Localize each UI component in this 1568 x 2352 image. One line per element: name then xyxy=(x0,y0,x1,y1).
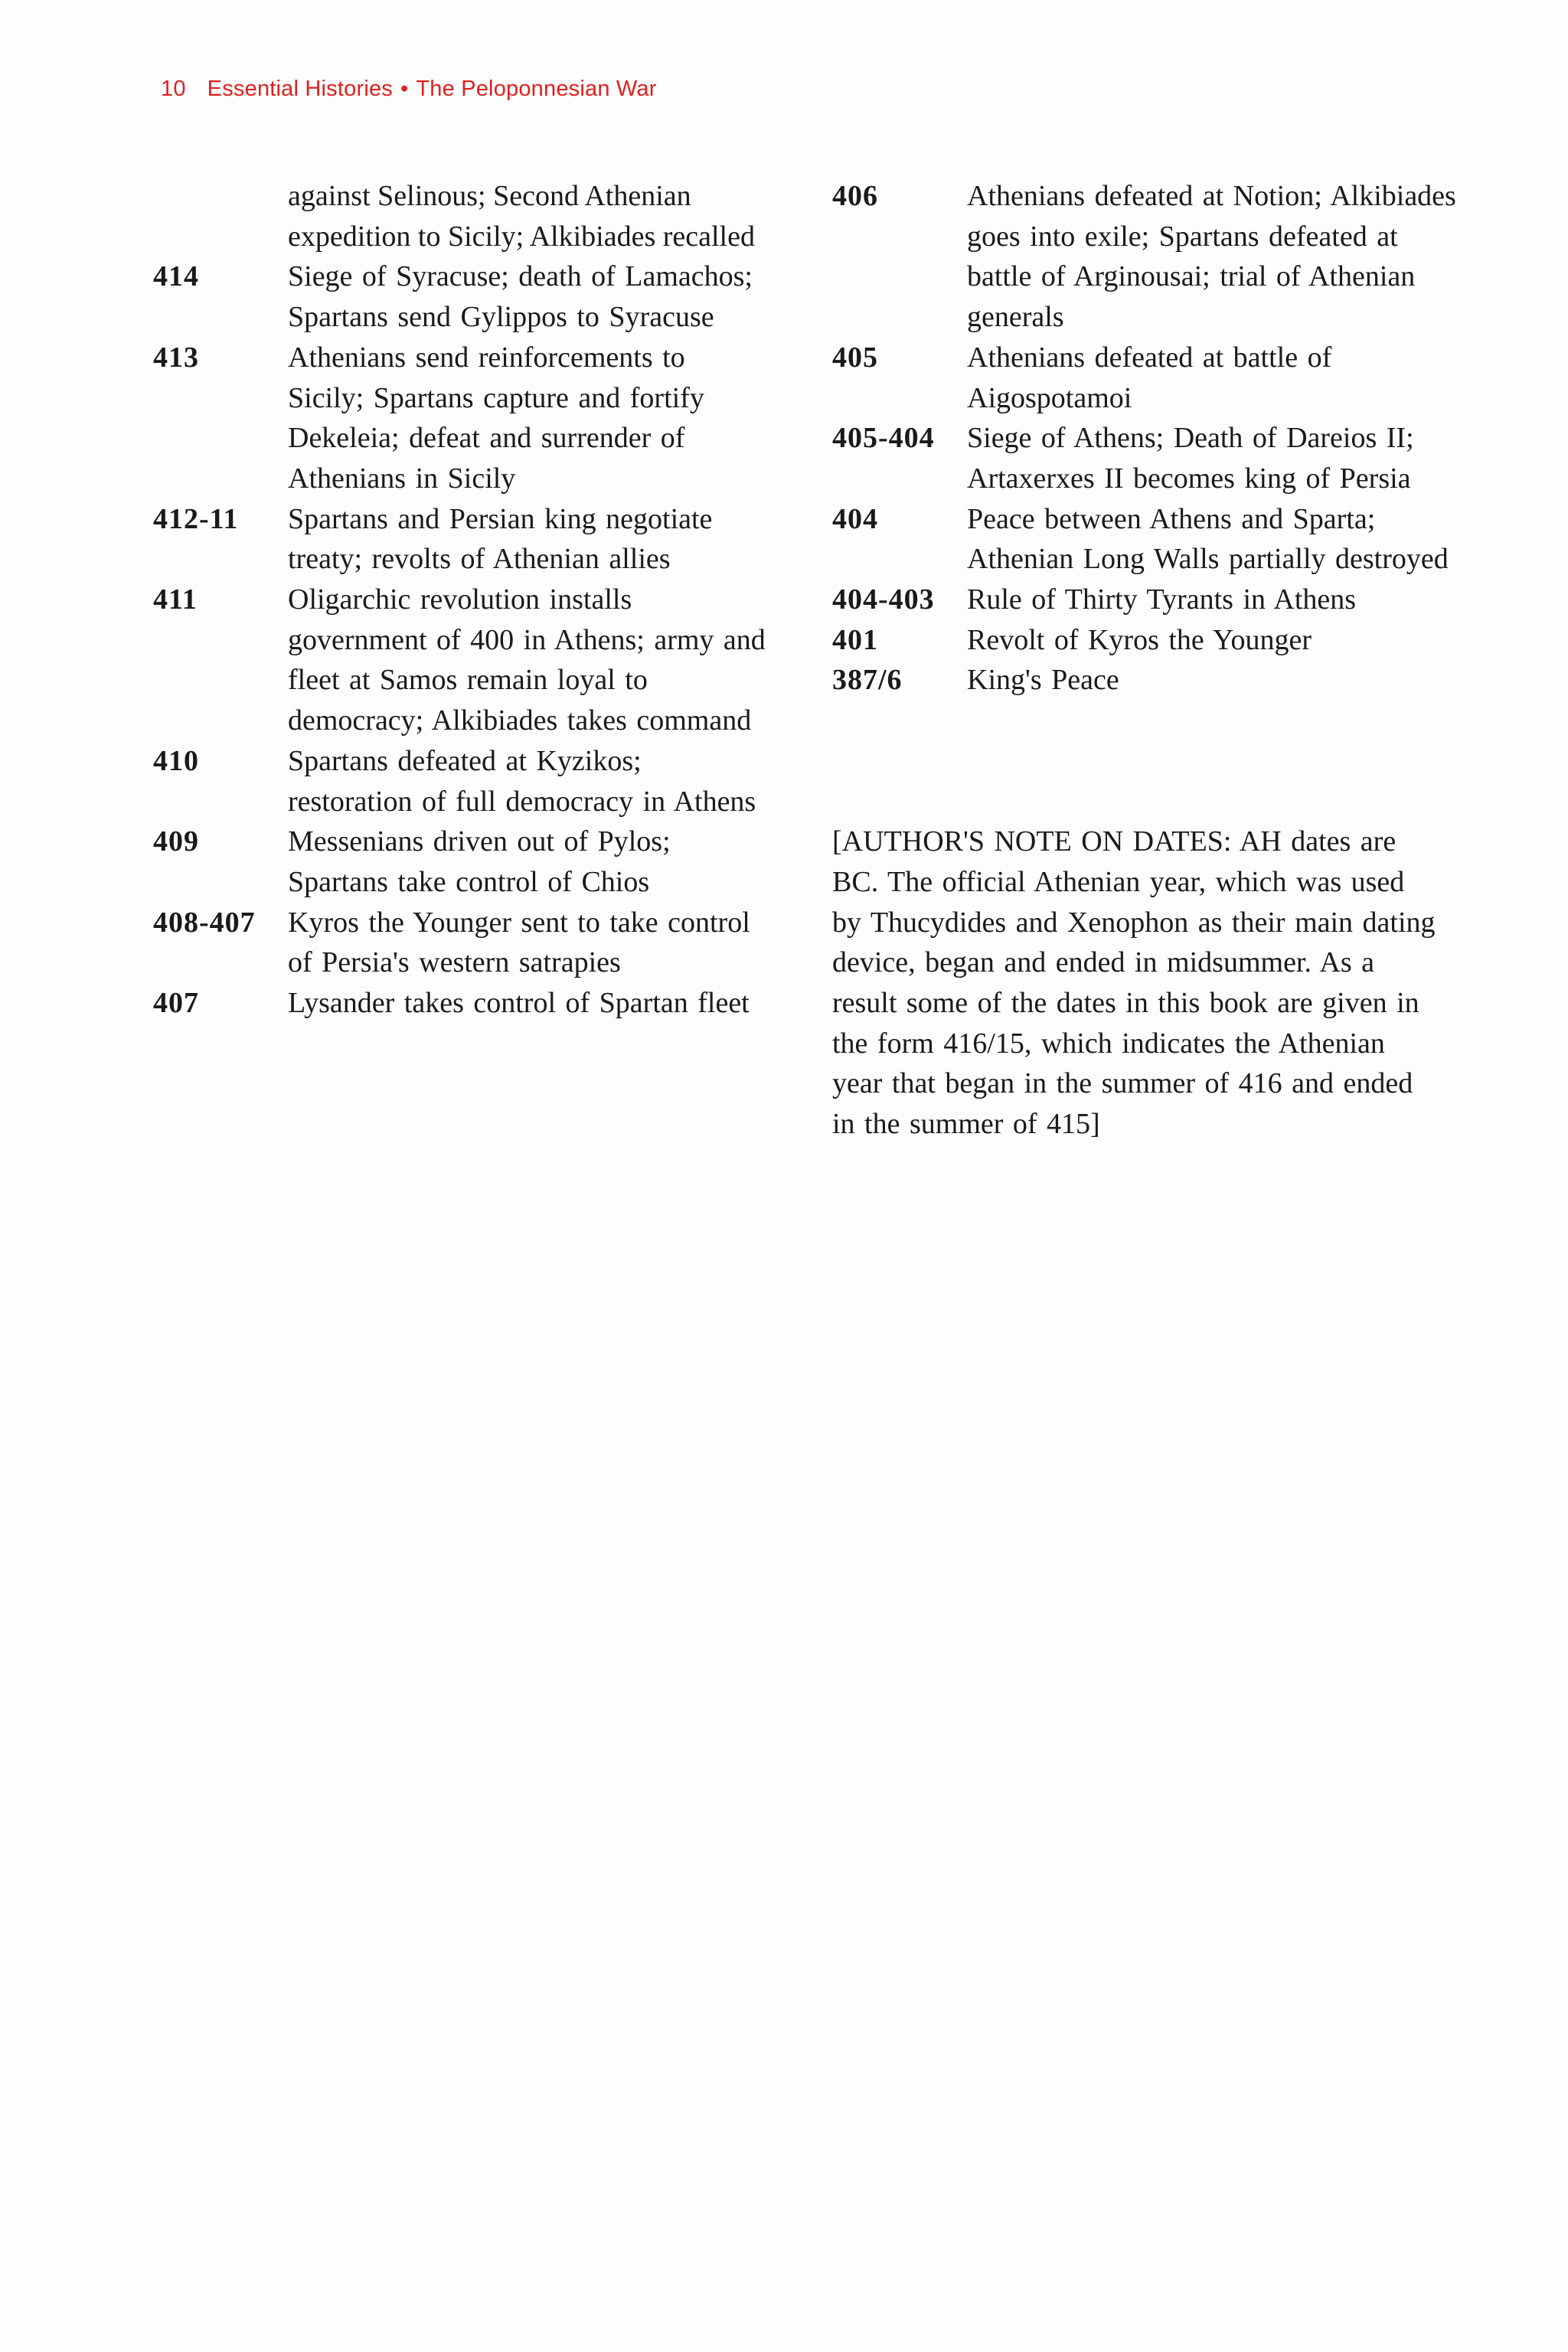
chronology-entry xyxy=(832,580,1460,620)
entry-event: Athenians send reinforcements to Sicily; Spartans capture and fortify Dekeleia; defeat and surrender of Athenians in Sicily xyxy=(288,341,704,495)
authors-note-on-dates: [AUTHOR'S NOTE ON DATES: AH dates are BC. The official Athenian year, which was used by Thucydides and Xenophon as their main dating device, began and ended in midsummer. As a result some of the dates in this book are given in the form 416/15, which indicates the Athenian year that began in the summer of 416 and ended in the summer of 415] xyxy=(832,825,1436,1141)
chronology-entry xyxy=(153,983,766,1024)
page-number: 10 xyxy=(161,77,186,101)
chronology-entry xyxy=(832,660,1460,701)
chronology-entry xyxy=(832,620,1460,661)
header-separator: • xyxy=(400,77,409,101)
entry-event: Spartans and Persian king negotiate treaty; revolts of Athenian allies xyxy=(288,502,713,576)
chronology-right-column xyxy=(832,176,1460,1145)
entry-year: 410 xyxy=(153,744,199,777)
entry-event: Rule of Thirty Tyrants in Athens xyxy=(967,583,1357,616)
entry-year: 407 xyxy=(153,987,199,1020)
chronology-entry xyxy=(153,499,766,580)
entry-year: 413 xyxy=(153,341,199,374)
chronology-entry xyxy=(153,903,766,983)
series-title: Essential Histories xyxy=(207,77,393,101)
entry-event: Oligarchic revolution installs government of 400 in Athens; army and fleet at Samos remain loyal to democracy; Alkibiades takes command xyxy=(288,583,766,737)
chronology-entry xyxy=(832,338,1460,418)
book-title: The Peloponnesian War xyxy=(416,77,657,101)
entry-event: Athenians defeated at Notion; Alkibiades goes into exile; Spartans defeated at battle of Arginousai; trial of Athenian generals xyxy=(967,180,1456,334)
entry-event: Messenians driven out of Pylos; Spartans take control of Chios xyxy=(288,825,671,898)
chronology-entry xyxy=(832,176,1460,338)
entry-year: 405 xyxy=(832,341,878,374)
entry-event: Revolt of Kyros the Younger xyxy=(967,623,1312,656)
chronology-entry xyxy=(832,418,1460,498)
entry-year: 412-11 xyxy=(153,502,239,535)
entry-event: Siege of Syracuse; death of Lamachos; Spartans send Gylippos to Syracuse xyxy=(288,260,753,334)
entry-year: 387/6 xyxy=(832,664,903,697)
entry-year: 404 xyxy=(832,502,878,535)
entry-event: Athenians defeated at battle of Aigospotamoi xyxy=(967,341,1332,414)
chronology-entry xyxy=(153,256,766,337)
chronology-entry xyxy=(153,822,766,902)
entry-event: Kyros the Younger sent to take control of Persia's western satrapies xyxy=(288,906,750,979)
continued-event-text: against Selinous; Second Athenian expedition to Sicily; Alkibiades recalled xyxy=(288,180,755,253)
running-head xyxy=(161,77,657,102)
entry-year: 404-403 xyxy=(832,583,935,616)
entry-event: Spartans defeated at Kyzikos; restoration of full democracy in Athens xyxy=(288,744,756,818)
entry-year: 409 xyxy=(153,825,199,858)
entry-event: Lysander takes control of Spartan fleet xyxy=(288,987,750,1020)
chronology-entry xyxy=(153,338,766,499)
chronology-entry xyxy=(832,499,1460,580)
entry-year: 401 xyxy=(832,623,878,656)
entry-year: 414 xyxy=(153,260,199,293)
entry-event: King's Peace xyxy=(967,664,1119,697)
entry-year: 408-407 xyxy=(153,906,256,939)
entry-event: Siege of Athens; Death of Dareios II; Artaxerxes II becomes king of Persia xyxy=(967,422,1414,495)
chronology-left-column xyxy=(153,176,766,1024)
entry-year: 411 xyxy=(153,583,198,616)
chronology-entry xyxy=(153,741,766,822)
entry-year: 406 xyxy=(832,180,878,212)
entry-event: Peace between Athens and Sparta; Athenian Long Walls partially destroyed xyxy=(967,502,1449,576)
chronology-entry xyxy=(153,580,766,741)
entry-year: 405-404 xyxy=(832,422,935,455)
